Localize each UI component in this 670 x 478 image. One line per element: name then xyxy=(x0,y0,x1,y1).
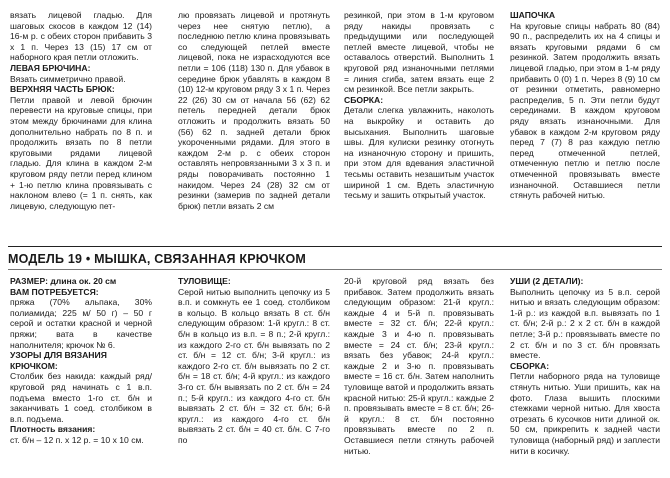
pants-shaping-text: лю провязать лицевой и протянуть через нее снятую петлю), а последнюю петлю клина провязывать со следующей петлей вместе лицевой, пока не израсходуются все петли = 106 (118) 130 п. Для убавок в середине брюк убавлять в каждом 8 (10) 12-м круговом ряду 3 х 1 п. Через 22 (26) 30 см от начала 56 (62) 62 петель передней детали брюк отложить и продолжить вязать 50 (56) 62 п. задней детали брюк укороченными рядами. Для этого в каждом 2-м р. с обеих сторон оставлять непровязанными 3 х 3 п. и ряды поворачивать постоянно 1 накидом. Через 24 (28) 32 см от резинки (замерив по задней детали брюк) петли вязать 2 см xyxy=(178,10,330,211)
model-column-4 xyxy=(510,276,660,456)
top-column-2 xyxy=(178,10,330,211)
torso-text: Серой нитью выполнить цепочку из 5 в.п. и сомкнуть ее 1 соед. столбиком в кольцо. В кольцо вязать 8 ст. б/н следующим образом: 1-й кругл.: 8 ст. б/н в кольцо из в.п. = 8 п.; 2-й кругл.: из каждого 2-го ст. б/н вывязать по 2 ст. б/н = 12 ст. б/н; 3-й кругл.: из каждого 2-го ст. б/н вывязать по 2 ст. б/н = 18 ст. б/н; 4-й кругл.: из каждого 3-го ст. б/н вывязать по 2 ст. б/н = 24 п.; 5-й кругл.: из каждого 4-го ст. б/н вывязать 2 ст. б/н = 32 ст. б/н; 6-й кругл.: из каждого 4-го ст. б/н вывязать 2 ст. б/н = 40 ст. б/н. С 7-го по xyxy=(178,286,330,445)
materials-text: пряжа (70% альпака, 30% полиамида; 225 м/ 50 г) – 50 г серой и остатки красной и черной пряжи; вата в качестве наполнителя; крючок № 6. xyxy=(10,297,152,350)
patterns-text: Столбик без накида: каждый ряд/круговой ряд начинать с 1 в.п. подъема вместо 1-го ст. б/н и заканчивать 1 соед. столбиком в в.п. подъема. xyxy=(10,371,152,424)
hat-heading: ШАПОЧКА xyxy=(510,10,556,20)
ribbing-text: резинкой, при этом в 1-м круговом ряду накиды провязать с предыдущими или последующей петлей вместе лицевой, чтобы не оставалось отверстий. Выполнить 1 круговой ряд изнаночными петлями = линия сгиба, затем вязать еще 2 см резинкой. Все петли закрыть. xyxy=(344,10,494,95)
top-column-3 xyxy=(344,10,494,201)
left-leg-text: Вязать симметрично правой. xyxy=(10,73,126,84)
pants-right-leg-text: вязать лицевой гладью. Для шаговых скосов в каждом 12 (14) 16-м р. с обеих сторон прибавить 3 х 1 п. Через 13 (15) 17 см от наборного края петли отложить. xyxy=(10,10,152,63)
model-column-3 xyxy=(344,276,494,456)
left-leg-heading: ЛЕВАЯ БРЮЧИНА: xyxy=(10,62,91,73)
hat-text: На круговые спицы набрать 80 (84) 90 п., распределить их на 4 спицы и вязать круговыми рядами 6 см резинкой. Затем продолжить вязать лицевой гладью, при этом в 1-м ряду прибавить 0 (0) 1 п. Через 8 (9) 10 см от резинки отметить, равномерно распределив, 5 п. Эти петли будут серединами. В каждом круговом ряду вязать изнаночными. Для убавок в каждом 2-м круговом ряду перед 7 (7) 8 раз каждую петлю перед отмеченной петлей, отмеченную петлю и петлю после отмеченной провязывать вместе изнаночной. Оставшиеся петли стянуть рабочей нитью. xyxy=(510,20,660,201)
model-title: МОДЕЛЬ 19 • МЫШКА, СВЯЗАННАЯ КРЮЧКОМ xyxy=(8,252,307,266)
density-text: ст. б/н – 12 п. х 12 р. = 10 х 10 см. xyxy=(10,434,144,445)
torso-continued-text: 20-й круговой ряд вязать без прибавок. Затем продолжить вязать следующим образом: 21-й кругл.: каждые 4 и 5-й п. провязывать вместе = 32 ст. б/н; 22-й кругл.: каждые 3 и 4-ю п. провязывать вместе = 24 ст. б/н; 23-й кругл.: вязать без убавок; 24-й кругл.: каждые 2 и 3-ю п. провязывать вместе = 16 ст. б/н. Затем наполнить туловище ватой и продолжить вязать красной нитью: 25-й кругл.: каждые 2 п. провязывать вместе = 8 ст. б/н; 26-й кругл.: 8 ст. б/н постоянно провязывать вместе по 2 п. Оставшиеся петли стянуть рабочей нитью. xyxy=(344,276,494,456)
ears-heading: УШИ (2 ДЕТАЛИ): xyxy=(510,276,584,286)
section-divider xyxy=(8,246,662,247)
ears-text: Выполнить цепочку из 5 в.п. серой нитью и вязать следующим образом: 1-й р.: из каждой в.п. вывязать по 1 ст. б/н; 2-й р.: 2 х 2 ст. б/н в каждой петле; 3-й р.: провязывать вместе по 2 ст. б/н и по 3 ст. б/н провязать вместе. xyxy=(510,286,660,361)
patterns-heading: УЗОРЫ ДЛЯ ВЯЗАНИЯ КРЮЧКОМ: xyxy=(10,350,107,371)
model-column-1 xyxy=(10,276,152,446)
top-column-4 xyxy=(510,10,660,201)
size-text: РАЗМЕР: длина ок. 20 см xyxy=(10,276,117,286)
materials-heading: ВАМ ПОТРЕБУЕТСЯ: xyxy=(10,286,99,297)
model-column-2 xyxy=(178,276,330,446)
top-column-1 xyxy=(10,10,152,211)
density-heading: Плотность вязания: xyxy=(10,424,96,435)
pants-assembly-heading: СБОРКА: xyxy=(344,94,384,105)
pants-assembly-text: Детали слегка увлажнить, наколоть на выкройку и оставить до высыхания. Выполнить шаговые швы. Для кулиски резинку отогнуть на изнаночную сторону и пришить, при этом для вдевания эластичной тесьмы оставить незашитым участок шириной 1 см. Вдеть эластичную тесьму и зашить открытый участок. xyxy=(344,105,494,201)
torso-heading: ТУЛОВИЩЕ: xyxy=(178,276,231,286)
upper-part-heading: ВЕРХНЯЯ ЧАСТЬ БРЮК: xyxy=(10,84,115,95)
mouse-assembly-text: Петли наборного ряда на туловище стянуть нитью. Уши пришить, как на фото. Глаза вышить плоскими стежками черной нитью. Для хвоста отрезать 6 кусочков нити длиной ок. 50 см, прикрепить к задней части туловища (наборный ряд) и заплести нити в косичку. xyxy=(510,371,660,456)
title-underline xyxy=(8,269,662,270)
upper-part-text: Петли правой и левой брючин перевести на круговые спицы, при этом между брючинами для клина дополнительно набрать по 8 п. и продолжить вязать по 8 петли круговыми рядами лицевой гладью. Для клина в каждом 2-м круговом ряду петли перед клином + 1-ю петлю клина провязывать с наклоном влево (= 1 п. снять, как лицевую, следующую пет- xyxy=(10,94,152,211)
mouse-assembly-heading: СБОРКА: xyxy=(510,360,550,371)
